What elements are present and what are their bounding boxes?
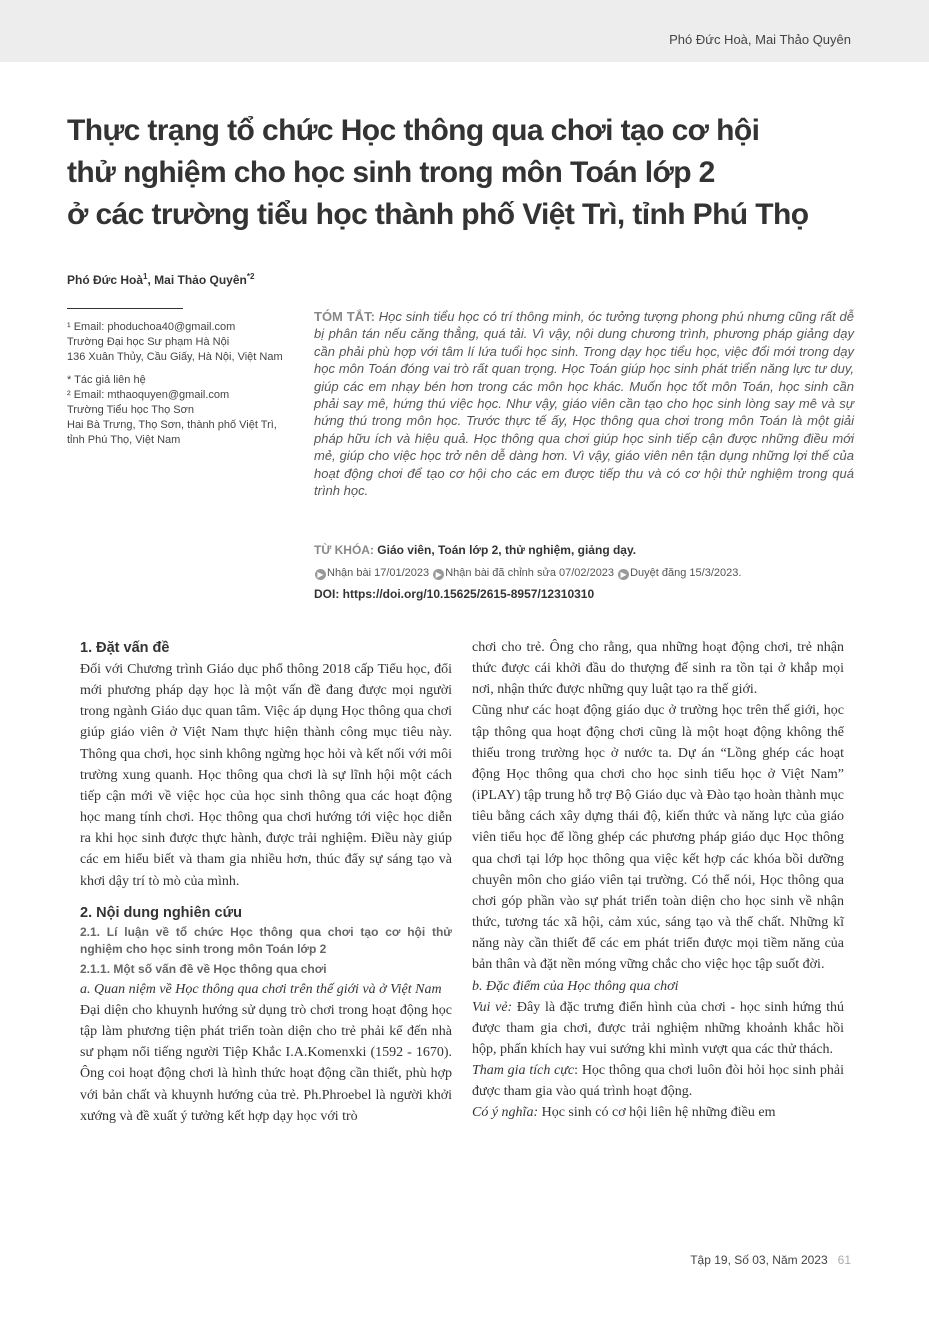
paragraph: Cũng như các hoạt động giáo dục ở trường học trên thế giới, học tập thông qua hoạt động chơi cũng là một hoạt động không thể thiếu trong trường học ở nước ta. Dự án “Lồng ghép các hoạt động Học thông qua chơi cho học sinh tiểu học ở Việt Nam” (iPLAY) tập trung hỗ trợ Bộ Giáo dục và Đào tạo hoàn thành mục tiêu bằng cách xây dựng thái độ, kiến thức và năng lực của giáo viên tiểu học để lồng ghép các phương pháp giáo dục Học thông qua chơi tại lớp học thông qua việc kết hợp các khóa bồi dưỡng chuyên môn cho giáo viên tại trường. Có thể nói, Học thông qua chơi góp phần vào sự phát triển toàn diện cho học sinh về nhận thức, tương tác xã hội, cảm xúc, sáng tạo và thể chất. Những kĩ năng này cần thiết để các em phát triển được mọi tiềm năng của bản thân và đặt nền móng vững chắc cho việc học tập suốt đời. [472, 703, 844, 973]
author-notes [67, 320, 297, 448]
term-text: Học sinh có cơ hội liên hệ những điều em [538, 1105, 776, 1121]
received-date: Nhận bài 17/01/2023 [327, 567, 430, 579]
term-text: : Học thông qua chơi luôn đòi hỏi học sinh phải được tham gia vào quá trình hoạt động. [472, 1063, 844, 1100]
keywords [314, 543, 636, 557]
affiliation-line: 136 Xuân Thủy, Cầu Giấy, Hà Nội, Việt Nam [67, 351, 283, 363]
author-name: Mai Thảo Quyên [154, 273, 247, 287]
running-head: Phó Đức Hoà, Mai Thảo Quyên [669, 32, 851, 47]
footnote-rule [67, 308, 183, 309]
affiliation-line: tỉnh Phú Thọ, Việt Nam [67, 434, 181, 446]
page-number: 61 [837, 1253, 851, 1267]
title-line: thử nghiệm cho học sinh trong môn Toán lớp 2 [67, 156, 715, 189]
subheading-italic: a. Quan niệm về Học thông qua chơi trên thế giới và ở Việt Nam [80, 981, 442, 997]
affiliation-line: Hai Bà Trưng, Thọ Sơn, thành phố Việt Trì, [67, 419, 277, 431]
keywords-label: TỪ KHÓA: [314, 543, 374, 557]
header-band [0, 0, 929, 62]
keywords-text: Giáo viên, Toán lớp 2, thử nghiệm, giảng dạy. [377, 543, 637, 557]
term-text: Đây là đặc trưng điển hình của chơi - học sinh hứng thú được tham gia chơi, được trải nghiệm những khoảnh khắc hồi hộp, phấn khích hay vui sướng khi mình vượt qua các thử thách. [472, 999, 844, 1057]
paragraph: Đại diện cho khuynh hướng sử dụng trò chơi trong hoạt động học tập làm phương tiện phát triển toàn diện cho trẻ phải kể đến nhà sư phạm nổi tiếng người Tiệp Khắc I.A.Komenxki (1592 - 1670). Ông coi hoạt động chơi là hình thức hoạt động cần thiết, phù hợp với bản chất và khuynh hướng của trẻ. Ph.Phroebel là người khởi xướng và đề xuất ý tưởng kết hợp dạy học với trò [80, 1002, 452, 1124]
corresponding-author-note: * Tác giả liên hệ [67, 374, 146, 386]
doi-link[interactable]: DOI: https://doi.org/10.15625/2615-8957/12310310 [314, 587, 595, 601]
arrow-icon: ▶ [618, 569, 629, 580]
term-label: Có ý nghĩa: [472, 1105, 539, 1121]
author-affiliation-mark: *2 [246, 272, 255, 281]
abstract [314, 308, 854, 499]
abstract-label: TÓM TẮT: [314, 309, 375, 324]
email-link[interactable]: ¹ Email: phoduchoa40@gmail.com [67, 321, 236, 333]
body-column-left [80, 637, 452, 1127]
subsubsection-heading: 2.1.1. Một số vấn đề về Học thông qua chơi [80, 961, 327, 976]
paragraph: Đối với Chương trình Giáo dục phổ thông 2018 cấp Tiểu học, đổi mới phương pháp dạy học là một vấn đề đang được mọi người trong ngành Giáo dục quan tâm. Việc áp dụng Học thông qua chơi giúp giáo viên ở Việt Nam thực hiện thành công mục tiêu này. Thông qua chơi, học sinh không ngừng học hỏi và kết nối với môi trường xung quanh. Học thông qua chơi là sự lĩnh hội một cách tiếp cận mới về việc học của học sinh thông qua các hoạt động học mang tính chơi. Học thông qua chơi hướng tới việc học diễn ra khi học sinh được thực hành, được trải nghiệm. Điều này giúp các em hiểu biết và tham gia nhiều hơn, thúc đẩy sự sáng tạo và khơi dậy trí tò mò của mình. [80, 662, 452, 889]
arrow-icon: ▶ [315, 569, 326, 580]
author-affiliation-mark: 1 [143, 272, 148, 281]
revised-date: Nhận bài đã chỉnh sửa 07/02/2023 [445, 567, 615, 579]
abstract-text: Học sinh tiểu học có trí thông minh, óc tưởng tượng phong phú nhưng cũng rất dễ bị phân tán nếu căng thẳng, quá tải. Vì vậy, nội dung chương trình, phương pháp giảng dạy cần phải phù hợp với tâm lí lứa tuổi học sinh. Trong dạy học tiểu học, việc đổi mới trong dạy học môn Toán đóng vai trò rất quan trọng. Học Toán giúp học sinh phát triển năng lực tư duy, giúp các em nhạy bén hơn trong các môn học khác. Muốn học tốt môn Toán, học sinh cần phải say mê, hứng thú việc học. Như vậy, giáo viên cần tạo cho học sinh lòng say mê và sự hứng thú trong môn học. Trước thực tế ấy, Học thông qua chơi trong môn Toán là một giải pháp hữu ích và hiệu quả. Học thông qua chơi giúp học sinh tiếp cận được những điều mới mẻ, giúp cho việc học trở nên dễ dàng hơn. Vì vậy, giáo viên nên tận dụng những lợi thế của hoạt động chơi để tạo cơ hội cho các em được tiếp thu và có cơ hội thử nghiệm trong quá trình học. [314, 309, 854, 499]
page-footer [690, 1253, 851, 1267]
section-heading: 2. Nội dung nghiên cứu [80, 904, 242, 921]
body-column-right [472, 637, 844, 1124]
paragraph [472, 1060, 844, 1102]
title-line: ở các trường tiểu học thành phố Việt Trì, tỉnh Phú Thọ [67, 198, 809, 231]
issue-info: Tập 19, Số 03, Năm 2023 [690, 1253, 828, 1267]
accepted-date: Duyệt đăng 15/3/2023. [630, 567, 742, 579]
author-name: Phó Đức Hoà [67, 273, 144, 287]
email-link[interactable]: ² Email: mthaoquyen@gmail.com [67, 389, 230, 401]
term-label: Tham gia tích cực [472, 1063, 575, 1079]
paragraph: chơi cho trẻ. Ông cho rằng, qua những hoạt động chơi, trẻ nhận thức được cái khởi đầu do thượng đế sinh ra tồn tại ở khắp mọi nơi, nhận thức được những quy luật tạo ra thế giới. [472, 640, 844, 698]
author-separator: , [147, 273, 155, 287]
section-heading: 1. Đặt vấn đề [80, 640, 170, 656]
term-label: Vui vẻ: [472, 999, 513, 1015]
arrow-icon: ▶ [433, 569, 444, 580]
paragraph [472, 997, 844, 1060]
subheading-italic: b. Đặc điểm của Học thông qua chơi [472, 978, 679, 994]
affiliation-line: Trường Đại học Sư phạm Hà Nội [67, 336, 230, 348]
author-line [67, 272, 254, 287]
paragraph [472, 1102, 844, 1123]
affiliation-line: Trường Tiểu học Thọ Sơn [67, 404, 194, 416]
title-line: Thực trạng tổ chức Học thông qua chơi tạo cơ hội [67, 114, 760, 147]
article-title [67, 110, 867, 236]
subsection-heading: 2.1. Lí luận về tổ chức Học thông qua chơi tạo cơ hội thử nghiệm cho học sinh trong môn Toán lớp 2 [80, 924, 452, 957]
article-dates [314, 567, 741, 580]
